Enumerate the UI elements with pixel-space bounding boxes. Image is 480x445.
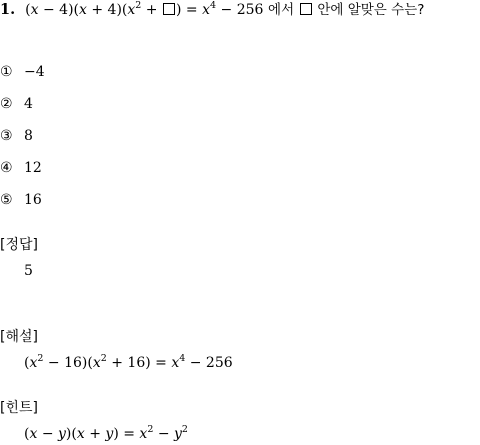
choice-2[interactable] (0, 94, 33, 114)
answer-value-line (24, 261, 33, 281)
question-suffix: 에서 (268, 2, 295, 18)
question-tail: 안에 알맞은 수는? (317, 2, 425, 18)
explanation-equation: $(x^2 - 16)(x^2 + 16) = x^4 - 256$ (24, 353, 233, 371)
choice-marker: ⑤ (0, 192, 13, 208)
answer-value: 5 (24, 263, 33, 279)
explanation-label-line (0, 327, 38, 347)
question-number: 1. (0, 1, 16, 18)
question-line (0, 0, 424, 20)
blank-box (163, 3, 175, 15)
blank-box-reference (300, 3, 312, 15)
choice-value: 4 (24, 96, 33, 112)
hint-label-line (0, 398, 38, 418)
hint-equation: $(x - y)(x + y) = x^2 - y^2$ (24, 424, 188, 442)
choice-value: 8 (24, 128, 33, 144)
choice-marker: ③ (0, 128, 13, 144)
choice-value: −4 (24, 64, 45, 80)
question-equation: $(x - 4)(x + 4)(x^2$ + ) = $x^4 - 256$ (25, 0, 264, 18)
choice-4[interactable] (0, 158, 42, 178)
choice-5[interactable] (0, 190, 42, 210)
choice-value: 12 (24, 160, 42, 176)
choice-3[interactable] (0, 126, 33, 146)
hint-label: [힌트] (0, 400, 38, 416)
explanation-label: [해설] (0, 329, 38, 345)
answer-label-line (0, 235, 38, 255)
choice-1[interactable] (0, 62, 45, 82)
choice-value: 16 (24, 192, 42, 208)
choice-marker: ② (0, 96, 13, 112)
answer-label: [정답] (0, 237, 38, 253)
choice-marker: ④ (0, 160, 13, 176)
choice-marker: ① (0, 64, 13, 80)
